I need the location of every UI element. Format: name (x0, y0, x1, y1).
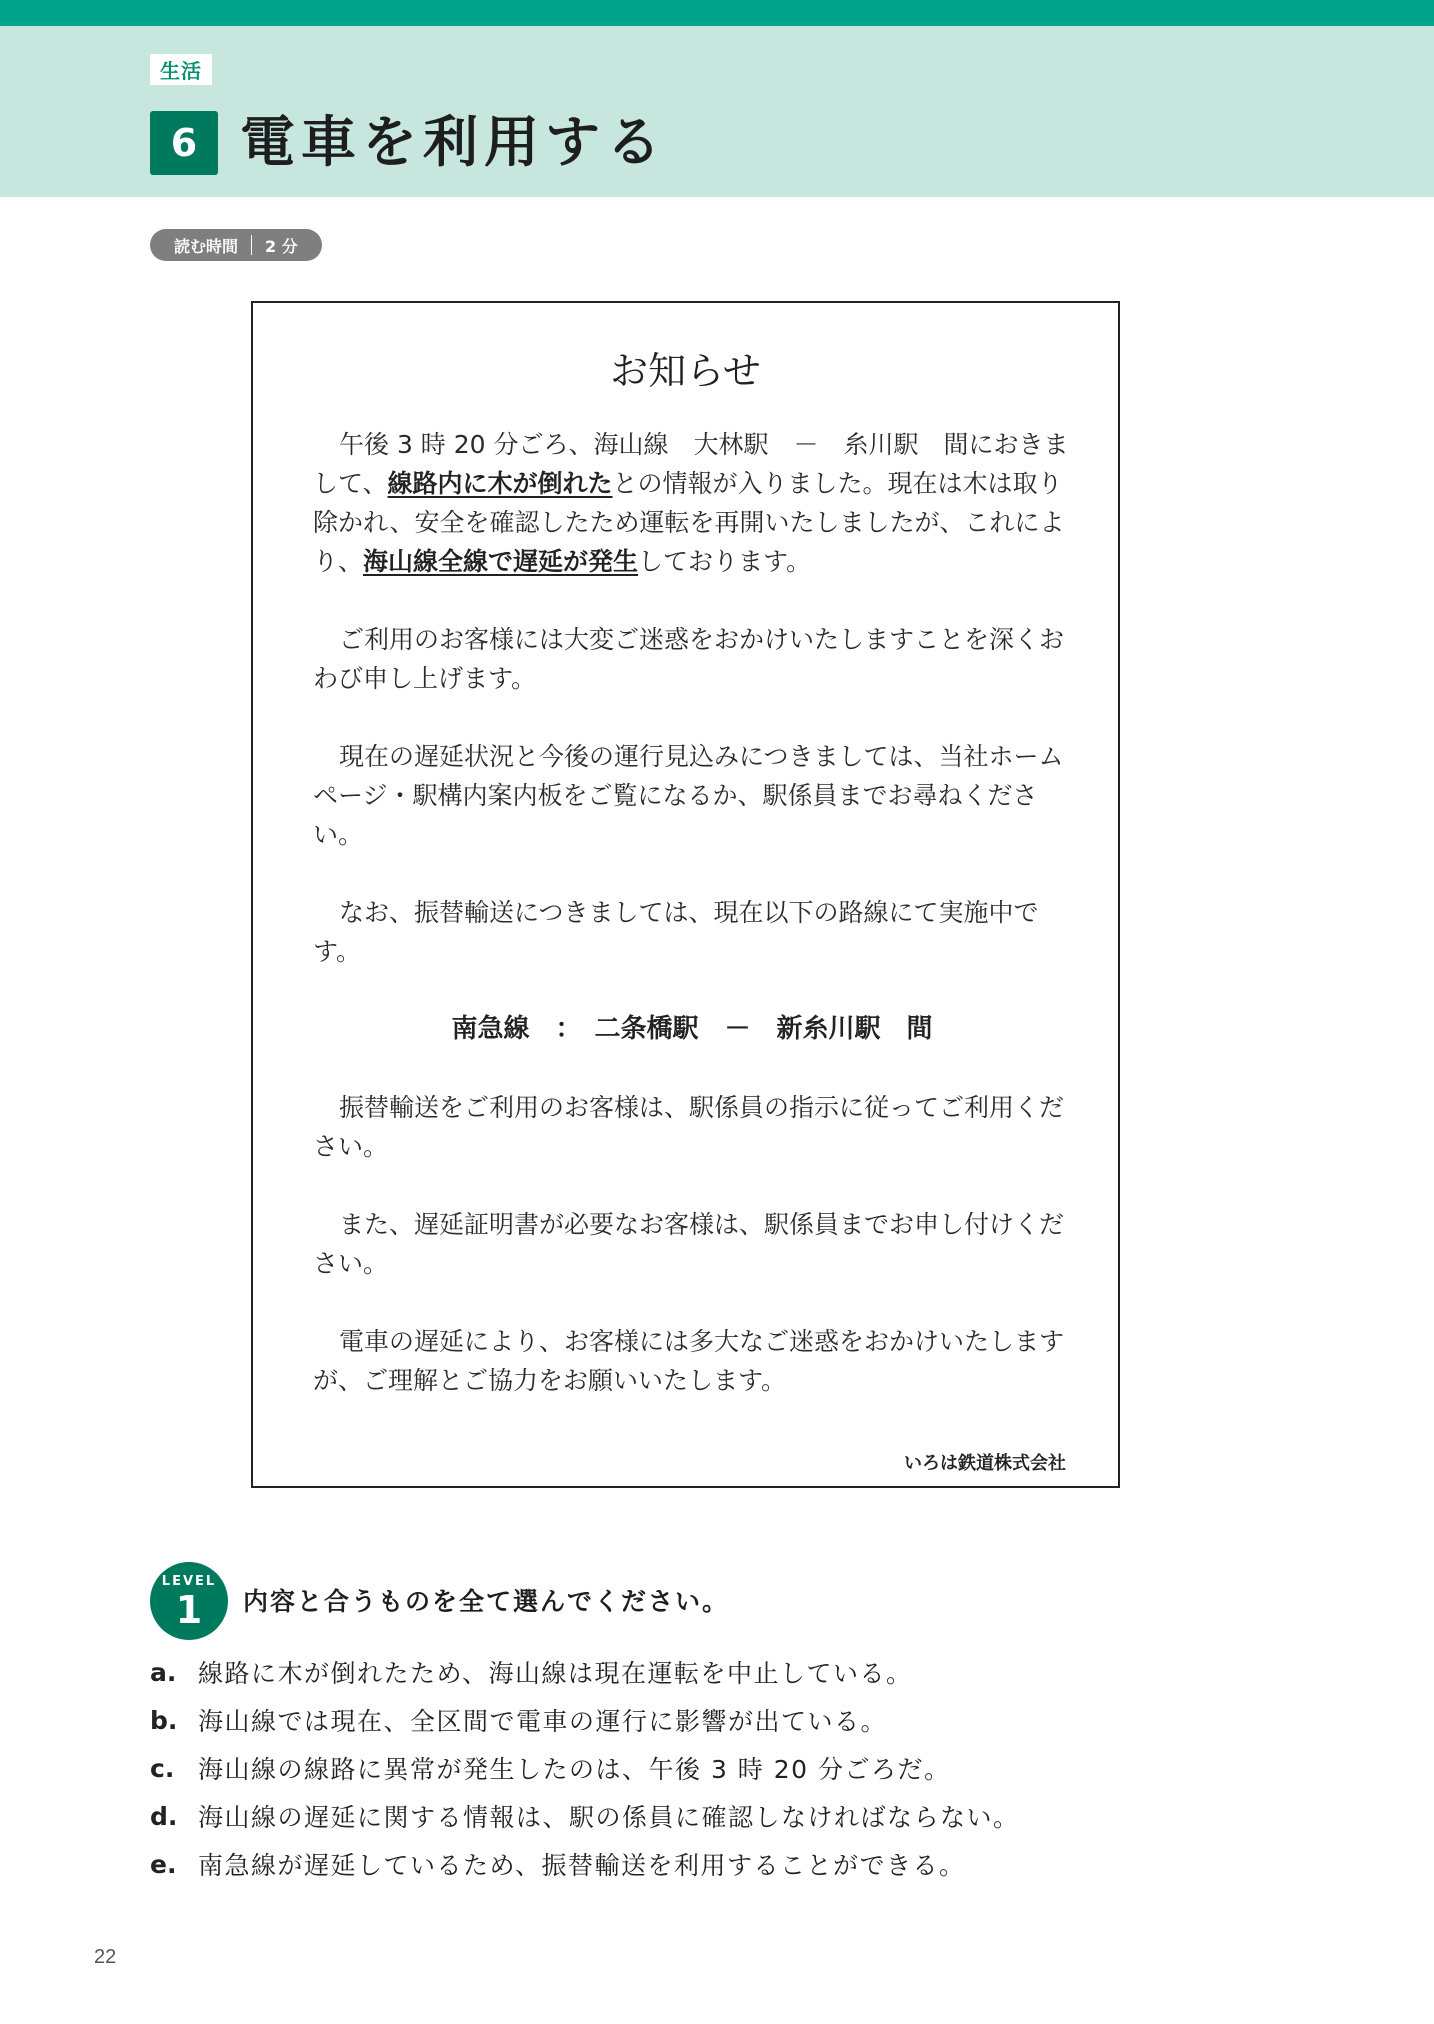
notice-underlined-text: 線路内に木が倒れた (387, 469, 613, 498)
notice-underlined-text: 海山線全線で遅延が発生 (363, 547, 639, 576)
page-number: 22 (94, 1946, 117, 1968)
option-e (150, 1840, 1250, 1888)
notice-paragraph: ご利用のお客様には大変ご迷惑をおかけいたしますことを深くおわび申し上げます。 (313, 625, 1065, 693)
notice-box (251, 301, 1120, 1488)
level-word: LEVEL (161, 1574, 217, 1589)
option-text: 海山線の遅延に関する情報は、駅の係員に確認しなければならない。 (198, 1803, 1020, 1832)
notice-paragraph: 振替輸送をご利用のお客様は、駅係員の指示に従ってご利用ください。 (313, 1093, 1065, 1161)
company-name: いろは鉄道株式会社 (904, 1453, 1066, 1474)
question-prompt: 内容と合うものを全て選んでください。 (243, 1587, 730, 1616)
option-text: 南急線が遅延しているため、振替輸送を利用することができる。 (198, 1851, 966, 1880)
notice-text: との情報が入りました。現在は木は取り除かれ、安全を確認したため運転を再開いたしましたが、これにより、 (313, 469, 1065, 576)
top-accent-bar (0, 0, 1434, 26)
option-letter: a. (150, 1657, 177, 1687)
notice-paragraph: また、遅延証明書が必要なお客様は、駅係員までお申し付けください。 (313, 1210, 1065, 1278)
option-text: 線路に木が倒れたため、海山線は現在運転を中止している。 (198, 1659, 913, 1688)
transfer-route: 南急線 ： 二条橋駅 － 新糸川駅 間 (451, 1014, 933, 1044)
reading-time-badge (150, 229, 322, 261)
option-a (150, 1648, 1250, 1696)
notice-paragraph (313, 425, 1071, 581)
notice-paragraph: 現在の遅延状況と今後の運行見込みにつきましては、当社ホームページ・駅構内案内板をご覧になるか、駅係員までお尋ねください。 (313, 742, 1064, 849)
notice-paragraph: 電車の遅延により、お客様には多大なご迷惑をおかけいたしますが、ご理解とご協力をお願いいたします。 (313, 1327, 1065, 1395)
notice-text: 午後 3 時 20 分ごろ、海山線 大林駅 － 糸川駅 間におきまして、 (313, 430, 1069, 498)
reading-time-value: 2 分 (265, 236, 298, 256)
notice-text: しております。 (638, 547, 812, 576)
option-letter: e. (150, 1849, 177, 1879)
reading-time-label: 読む時間 (174, 236, 239, 256)
option-letter: b. (150, 1705, 178, 1735)
option-letter: c. (150, 1753, 175, 1783)
option-text: 海山線の線路に異常が発生したのは、午後 3 時 20 分ごろだ。 (198, 1755, 951, 1784)
page-title: 電車を利用する (240, 110, 668, 174)
option-letter: d. (150, 1801, 178, 1831)
category-tag: 生活 (150, 54, 212, 85)
level-badge (150, 1562, 228, 1640)
notice-body (313, 425, 1071, 1400)
option-b (150, 1696, 1250, 1744)
level-number: 1 (175, 1588, 203, 1632)
option-text: 海山線では現在、全区間で電車の運行に影響が出ている。 (198, 1707, 888, 1736)
notice-title: お知らせ (610, 349, 761, 393)
option-c (150, 1744, 1250, 1792)
answer-options (150, 1648, 1250, 1888)
reading-time-divider (251, 235, 252, 255)
notice-paragraph: なお、振替輸送につきましては、現在以下の路線にて実施中です。 (313, 898, 1039, 966)
option-d (150, 1792, 1250, 1840)
lesson-number: 6 (150, 111, 218, 175)
